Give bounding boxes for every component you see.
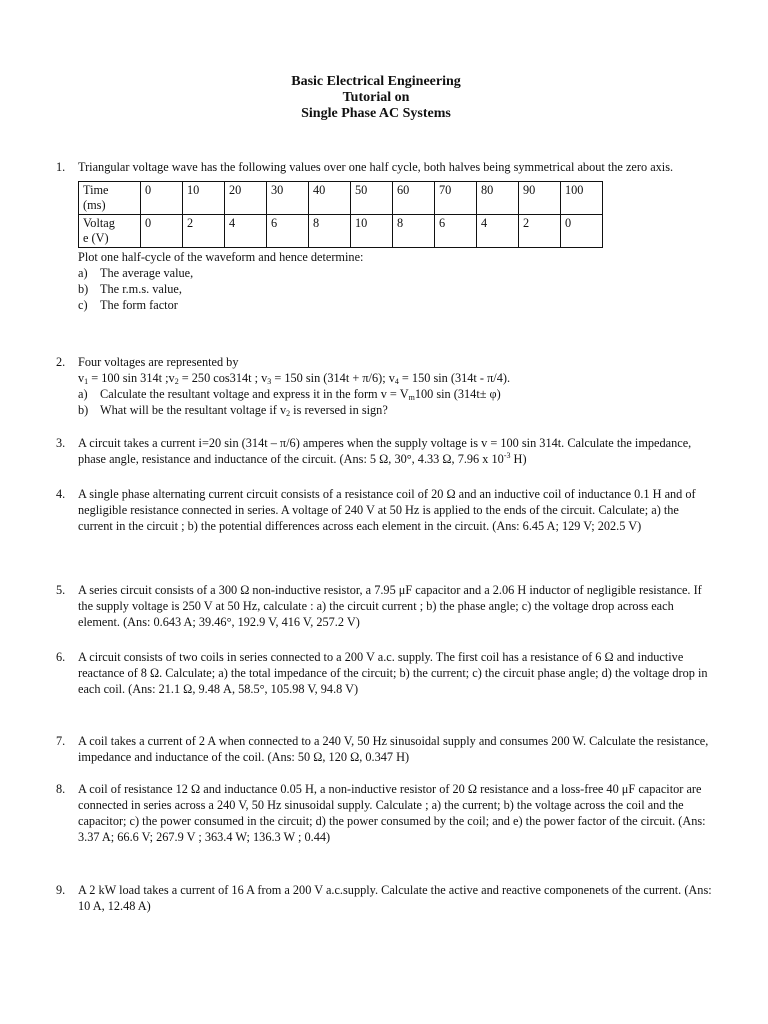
table-cell: 90 [519,182,561,215]
table-cell: 0 [141,182,183,215]
question-5 [56,582,716,630]
question-6 [56,649,716,697]
table-header-cell: Voltag e (V) [79,215,141,248]
table-cell: 30 [267,182,309,215]
table-cell: 0 [561,215,603,248]
question-text: A coil takes a current of 2 A when connected to a 240 V, 50 Hz sinusoidal supply and consumes 200 W. Calculate the resistance, impedance and inductance of the coil. (Ans: 50 Ω, 120 Ω, 0.347 H) [78,734,709,764]
question-2 [56,354,716,418]
question-number: 4. [56,487,66,501]
table-cell: 60 [393,182,435,215]
table-cell: 4 [477,215,519,248]
question-number: 6. [56,650,66,664]
question-number: 3. [56,436,66,450]
question-7 [56,733,716,765]
document-title-block [0,74,752,122]
question-1 [56,159,716,313]
table-cell: 8 [309,215,351,248]
table-cell: 10 [183,182,225,215]
table-cell: 10 [351,215,393,248]
question-number: 9. [56,883,66,897]
question-text: A coil of resistance 12 Ω and inductance 0.05 H, a non-inductive resistor of 20 Ω resistance and a loss-free 40 μF capacitor are connected in series across a 240 V, 50 Hz sinusoidal supply. Calculate ; a) the current; b) the voltage across the coil and the capacitor; c) the power consumed in the circuit; d) the power consumed by the coil; and e) the power factor of the circuit. (Ans: 3.37 A; 66.6 V; 267.9 V ; 363.4 W; 136.3 W ; 0.44) [78,782,706,844]
table-cell: 4 [225,215,267,248]
table-cell: 6 [267,215,309,248]
table-cell: 100 [561,182,603,215]
question-number: 8. [56,782,66,796]
table-cell: 50 [351,182,393,215]
question-9 [56,882,716,914]
question-text: A series circuit consists of a 300 Ω non-inductive resistor, a 7.95 μF capacitor and a 2.06 H inductor of negligible resistance. If the supply voltage is 250 V at 50 Hz, calculate : a) the circuit current ; b) the phase angle; c) the voltage drop across each element. (Ans: 0.643 A; 39.46°, 192.9 V, 416 V, 257.2 V) [78,583,702,629]
table-cell: 40 [309,182,351,215]
table-cell: 80 [477,182,519,215]
question-text: Plot one half-cycle of the waveform and hence determine: [78,250,364,264]
subtitle-line: Single Phase AC Systems [301,106,451,121]
values-table [78,181,603,248]
sub-question: a) Calculate the resultant voltage and express it in the form $v = V_m100$ sin (314t± φ) [78,387,501,402]
question-3 [56,435,716,467]
question-text: Four voltages are represented by [78,355,239,369]
question-text: A 2 kW load takes a current of 16 A from a 200 V a.c.supply. Calculate the active and reactive componenets of the current. (Ans: 10 A, 12.48 A) [78,883,712,913]
title-line: Basic Electrical Engineering [291,74,461,89]
table-cell: 20 [225,182,267,215]
question-text: A single phase alternating current circuit consists of a resistance coil of 20 Ω and an inductive coil of inductance 0.1 H and of negligible resistance connected in series. A voltage of 240 V at 50 Hz is applied to the ends of the circuit. Calculate; a) the current in the circuit ; b) the potential differences across each element in the circuit. (Ans: 6.45 A; 129 V; 202.5 V) [78,487,696,533]
table-cell: 2 [183,215,225,248]
question-number: 7. [56,734,66,748]
voltage-equations: $v_1 = 100$ sin 314t $;v_2 = 250$ cos314t ; $v_3 = 150$ sin (314t + π/6); $v_4 = 150$ sin (314t - π/4). [78,371,511,386]
sub-question: b) What will be the resultant voltage if $v_2$ is reversed in sign? [78,403,388,418]
subtitle-line: Tutorial on [342,90,410,105]
question-number: 5. [56,583,66,597]
question-text: Triangular voltage wave has the following values over one half cycle, both halves being symmetrical about the zero axis. [78,160,674,174]
question-text: A circuit consists of two coils in series connected to a 200 V a.c. supply. The first coil has a resistance of 6 Ω and inductive reactance of 8 Ω. Calculate; a) the total impedance of the circuit; b) the current; c) the circuit phase angle; d) the voltage drop in each coil. (Ans: 21.1 Ω, 9.48 A, 58.5°, 105.98 V, 94.8 V) [78,650,708,696]
sub-question: c) The form factor [78,298,178,312]
table-header-cell: Time (ms) [79,182,141,215]
question-number: 1. [56,160,66,174]
table-row [79,215,603,248]
question-8 [56,781,716,845]
table-cell: 2 [519,215,561,248]
question-text: A circuit takes a current i=20 sin (314t – π/6) amperes when the supply voltage is v = 100 sin 314t. Calculate the impedance, phase angle, resistance and inductance of the circuit. (Ans: 5 Ω, 30°, 4.33 Ω, 7.96 x $10^{-3}$ H) [78,436,692,466]
table-cell: 6 [435,215,477,248]
table-cell: 0 [141,215,183,248]
table-cell: 8 [393,215,435,248]
sub-question: a) The average value, [78,266,194,280]
table-cell: 70 [435,182,477,215]
table-row [79,182,603,215]
sub-question: b) The r.m.s. value, [78,282,182,296]
question-number: 2. [56,355,66,369]
question-4 [56,486,716,534]
